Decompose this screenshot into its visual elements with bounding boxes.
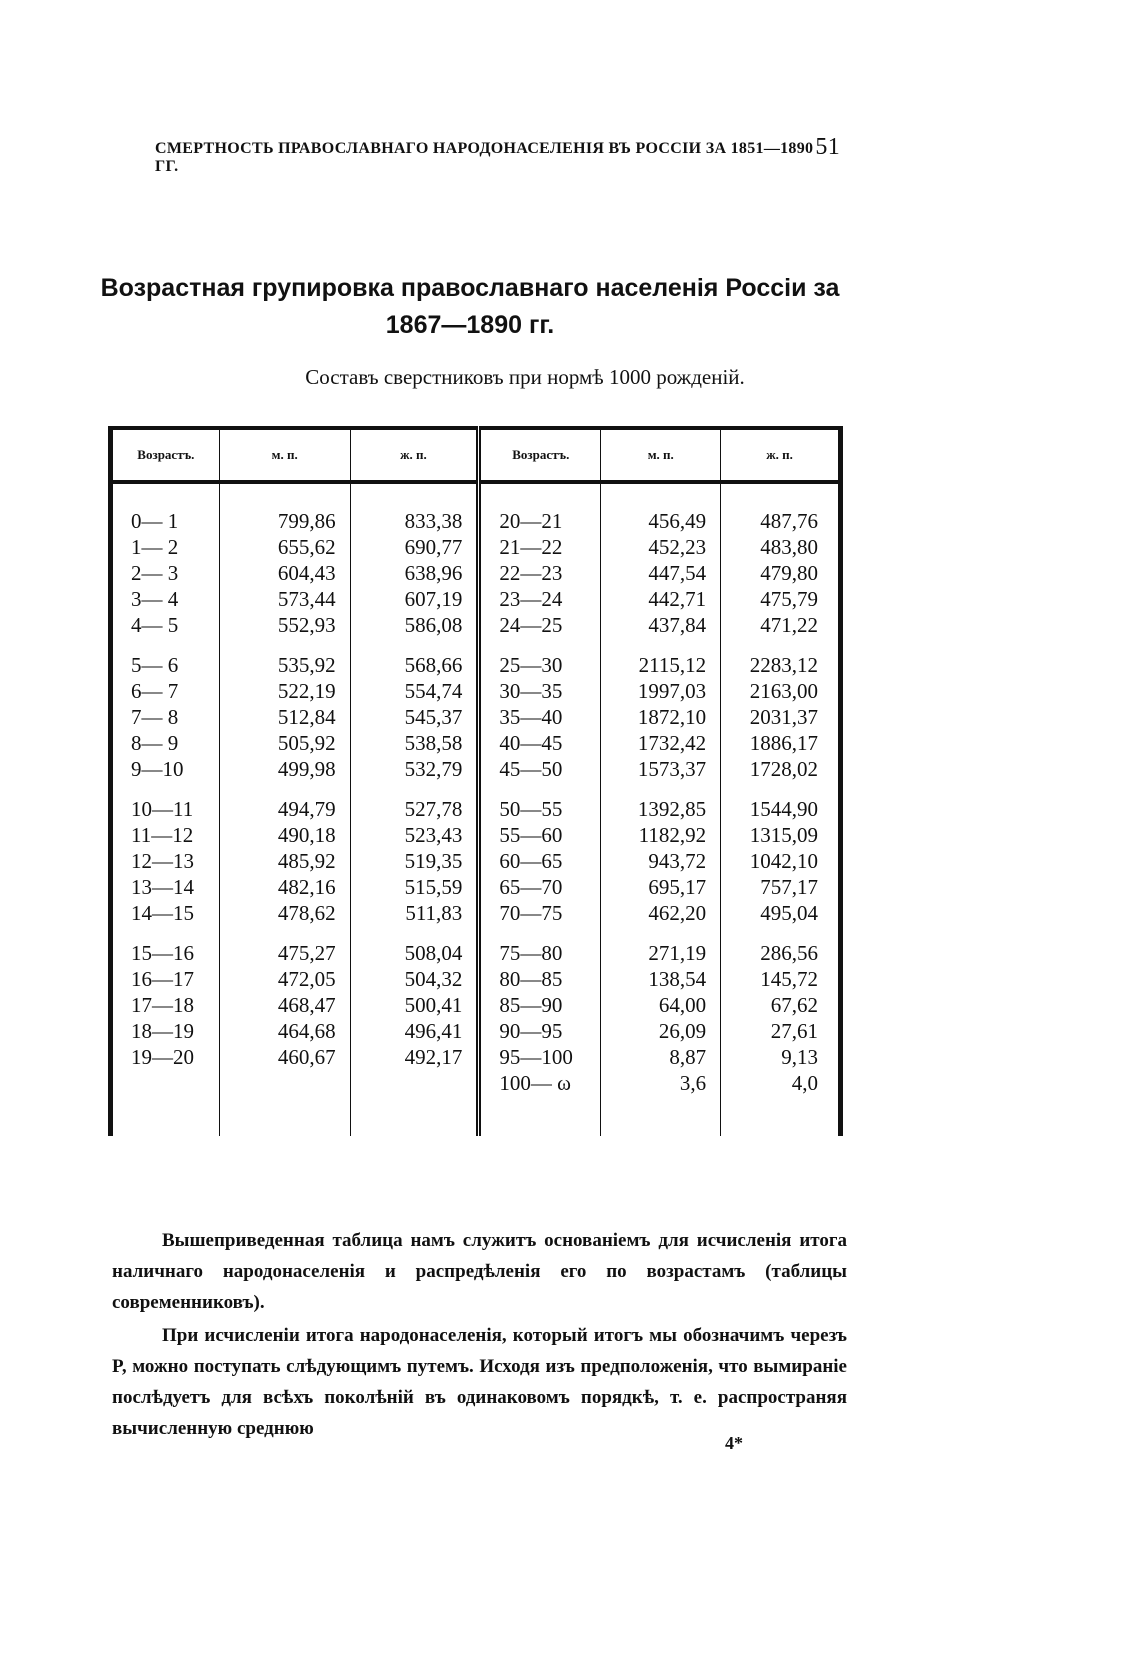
age-cell: 10—11 <box>111 796 220 822</box>
header-age-2: Возрастъ. <box>479 428 601 482</box>
page-number: 51 <box>815 134 840 160</box>
male-cell: 505,92 <box>219 730 350 756</box>
table-header-row <box>111 428 841 482</box>
age-cell: 21—22 <box>479 534 601 560</box>
male-cell: 26,09 <box>601 1018 721 1044</box>
table-row <box>111 1070 841 1096</box>
male-cell: 138,54 <box>601 966 721 992</box>
table-row <box>111 534 841 560</box>
table-row <box>111 1044 841 1070</box>
male-cell: 437,84 <box>601 612 721 638</box>
age-cell: 25—30 <box>479 652 601 678</box>
male-cell: 472,05 <box>219 966 350 992</box>
female-cell: 2163,00 <box>749 679 818 703</box>
female-cell: 1728,02 <box>749 757 818 781</box>
female-cell: 519,35 <box>350 848 479 874</box>
male-cell: 512,84 <box>219 704 350 730</box>
male-cell: 271,19 <box>601 940 721 966</box>
table-row <box>111 730 841 756</box>
female-cell: 532,79 <box>350 756 479 782</box>
table-row <box>111 586 841 612</box>
spacer-row <box>111 1096 841 1136</box>
male-cell: 494,79 <box>219 796 350 822</box>
header-female-2: ж. п. <box>721 428 841 482</box>
spacer-row <box>111 638 841 652</box>
female-cell <box>350 1070 479 1096</box>
male-cell: 1573,37 <box>601 756 721 782</box>
female-cell: 27,61 <box>770 1019 818 1043</box>
table-row <box>111 756 841 782</box>
male-cell: 552,93 <box>219 612 350 638</box>
age-cell: 18—19 <box>111 1018 220 1044</box>
female-cell: 9,13 <box>781 1045 818 1069</box>
age-cell: 45—50 <box>479 756 601 782</box>
female-cell: 833,38 <box>350 508 479 534</box>
running-title: СМЕРТНОСТЬ ПРАВОСЛАВНАГО НАРОДОНАСЕЛЕНІЯ ВЪ РОССІИ ЗА 1851—1890 ГГ. <box>155 140 814 175</box>
female-cell: 483,80 <box>760 535 818 559</box>
female-cell: 523,43 <box>350 822 479 848</box>
table-row <box>111 966 841 992</box>
paragraph-1: Вышеприведенная таблица намъ служитъ основаніемъ для исчисленія итога наличнаго народонаселенія и распредѣленія его по возрастамъ (таблицы современниковъ). <box>112 1230 847 1313</box>
male-cell: 1872,10 <box>601 704 721 730</box>
female-cell: 638,96 <box>350 560 479 586</box>
age-cell <box>111 1070 220 1096</box>
age-cell: 60—65 <box>479 848 601 874</box>
female-cell: 1544,90 <box>749 797 818 821</box>
female-cell: 500,41 <box>350 992 479 1018</box>
male-cell: 535,92 <box>219 652 350 678</box>
age-cell: 95—100 <box>479 1044 601 1070</box>
table-row <box>111 508 841 534</box>
male-cell: 462,20 <box>601 900 721 926</box>
female-cell: 511,83 <box>350 900 479 926</box>
age-cell: 17—18 <box>111 992 220 1018</box>
male-cell: 447,54 <box>601 560 721 586</box>
female-cell: 4,0 <box>791 1071 818 1095</box>
age-cell: 75—80 <box>479 940 601 966</box>
male-cell: 460,67 <box>219 1044 350 1070</box>
header-age-1: Возрастъ. <box>111 428 220 482</box>
male-cell: 943,72 <box>601 848 721 874</box>
male-cell: 442,71 <box>601 586 721 612</box>
age-cell: 100— ω <box>479 1070 601 1096</box>
age-cell: 3— 4 <box>111 586 220 612</box>
age-cell: 2— 3 <box>111 560 220 586</box>
female-cell: 1042,10 <box>749 849 818 873</box>
male-cell: 655,62 <box>219 534 350 560</box>
age-cell: 50—55 <box>479 796 601 822</box>
age-cell: 24—25 <box>479 612 601 638</box>
age-cell: 6— 7 <box>111 678 220 704</box>
age-cell: 40—45 <box>479 730 601 756</box>
female-cell: 607,19 <box>350 586 479 612</box>
female-cell: 67,62 <box>770 993 818 1017</box>
female-cell: 479,80 <box>760 561 818 585</box>
age-cell: 12—13 <box>111 848 220 874</box>
female-cell: 475,79 <box>760 587 818 611</box>
table-row <box>111 848 841 874</box>
female-cell: 554,74 <box>350 678 479 704</box>
table-row <box>111 678 841 704</box>
male-cell: 1732,42 <box>601 730 721 756</box>
running-header <box>155 134 840 176</box>
male-cell: 475,27 <box>219 940 350 966</box>
age-cell: 55—60 <box>479 822 601 848</box>
male-cell: 499,98 <box>219 756 350 782</box>
female-cell: 2031,37 <box>749 705 818 729</box>
table-row <box>111 874 841 900</box>
table-row <box>111 796 841 822</box>
age-cell: 8— 9 <box>111 730 220 756</box>
male-cell: 3,6 <box>601 1070 721 1096</box>
age-cell: 22—23 <box>479 560 601 586</box>
male-cell: 1182,92 <box>601 822 721 848</box>
female-cell: 471,22 <box>760 613 818 637</box>
male-cell: 464,68 <box>219 1018 350 1044</box>
female-cell: 487,76 <box>760 509 818 533</box>
female-cell: 2283,12 <box>749 653 818 677</box>
female-cell: 286,56 <box>760 941 818 965</box>
age-cell: 70—75 <box>479 900 601 926</box>
female-cell: 1315,09 <box>749 823 818 847</box>
female-cell: 586,08 <box>350 612 479 638</box>
table-subtitle: Составъ сверстниковъ при нормѣ 1000 рожденій. <box>305 365 745 389</box>
header-female-1: ж. п. <box>350 428 479 482</box>
table-row <box>111 1018 841 1044</box>
age-cell: 90—95 <box>479 1018 601 1044</box>
male-cell: 452,23 <box>601 534 721 560</box>
female-cell: 757,17 <box>760 875 818 899</box>
female-cell: 145,72 <box>760 967 818 991</box>
female-cell: 538,58 <box>350 730 479 756</box>
age-cell: 14—15 <box>111 900 220 926</box>
age-cell: 9—10 <box>111 756 220 782</box>
table-row <box>111 822 841 848</box>
age-cell: 7— 8 <box>111 704 220 730</box>
female-cell: 545,37 <box>350 704 479 730</box>
age-cell: 4— 5 <box>111 612 220 638</box>
table-row <box>111 992 841 1018</box>
female-cell: 568,66 <box>350 652 479 678</box>
age-cell: 1— 2 <box>111 534 220 560</box>
table-row <box>111 940 841 966</box>
male-cell: 8,87 <box>601 1044 721 1070</box>
age-cell: 35—40 <box>479 704 601 730</box>
male-cell: 490,18 <box>219 822 350 848</box>
table-row <box>111 704 841 730</box>
header-male-2: м. п. <box>601 428 721 482</box>
age-cell: 13—14 <box>111 874 220 900</box>
male-cell: 485,92 <box>219 848 350 874</box>
age-cell: 80—85 <box>479 966 601 992</box>
male-cell: 64,00 <box>601 992 721 1018</box>
age-cell: 85—90 <box>479 992 601 1018</box>
female-cell: 527,78 <box>350 796 479 822</box>
signature-mark: 4* <box>725 1433 743 1453</box>
male-cell: 799,86 <box>219 508 350 534</box>
male-cell: 1392,85 <box>601 796 721 822</box>
table-title: Возрастная групировка православнаго населенія Россіи за 1867—1890 гг. <box>100 274 840 339</box>
spacer-row <box>111 782 841 796</box>
male-cell: 1997,03 <box>601 678 721 704</box>
male-cell: 482,16 <box>219 874 350 900</box>
age-cell: 19—20 <box>111 1044 220 1070</box>
male-cell: 468,47 <box>219 992 350 1018</box>
age-cell: 20—21 <box>479 508 601 534</box>
female-cell: 690,77 <box>350 534 479 560</box>
male-cell: 478,62 <box>219 900 350 926</box>
paragraph-2: При исчисленіи итога народонаселенія, который итогъ мы обозначимъ черезъ P, можно поступать слѣдующимъ путемъ. Исходя изъ предположенія, что вымираніе послѣдуетъ для всѣхъ поколѣній въ одинаковомъ порядкѣ, т. е. распространяя вычисленную среднюю <box>112 1325 847 1439</box>
female-cell: 492,17 <box>350 1044 479 1070</box>
female-cell: 1886,17 <box>749 731 818 755</box>
age-cell: 5— 6 <box>111 652 220 678</box>
table-row <box>111 900 841 926</box>
female-cell: 508,04 <box>350 940 479 966</box>
male-cell: 573,44 <box>219 586 350 612</box>
age-cell: 0— 1 <box>111 508 220 534</box>
male-cell: 522,19 <box>219 678 350 704</box>
age-cell: 23—24 <box>479 586 601 612</box>
female-cell: 515,59 <box>350 874 479 900</box>
female-cell: 504,32 <box>350 966 479 992</box>
male-cell <box>219 1070 350 1096</box>
spacer-row <box>111 926 841 940</box>
male-cell: 456,49 <box>601 508 721 534</box>
female-cell: 496,41 <box>350 1018 479 1044</box>
table-row <box>111 560 841 586</box>
header-male-1: м. п. <box>219 428 350 482</box>
male-cell: 695,17 <box>601 874 721 900</box>
male-cell: 2115,12 <box>601 652 721 678</box>
age-cell: 11—12 <box>111 822 220 848</box>
age-cell: 65—70 <box>479 874 601 900</box>
age-cell: 30—35 <box>479 678 601 704</box>
spacer-row <box>111 482 841 508</box>
male-cell: 604,43 <box>219 560 350 586</box>
age-cell: 15—16 <box>111 940 220 966</box>
female-cell: 495,04 <box>760 901 818 925</box>
table-row <box>111 652 841 678</box>
age-cell: 16—17 <box>111 966 220 992</box>
table-body <box>111 482 841 1136</box>
age-table <box>108 426 843 1136</box>
table-row <box>111 612 841 638</box>
